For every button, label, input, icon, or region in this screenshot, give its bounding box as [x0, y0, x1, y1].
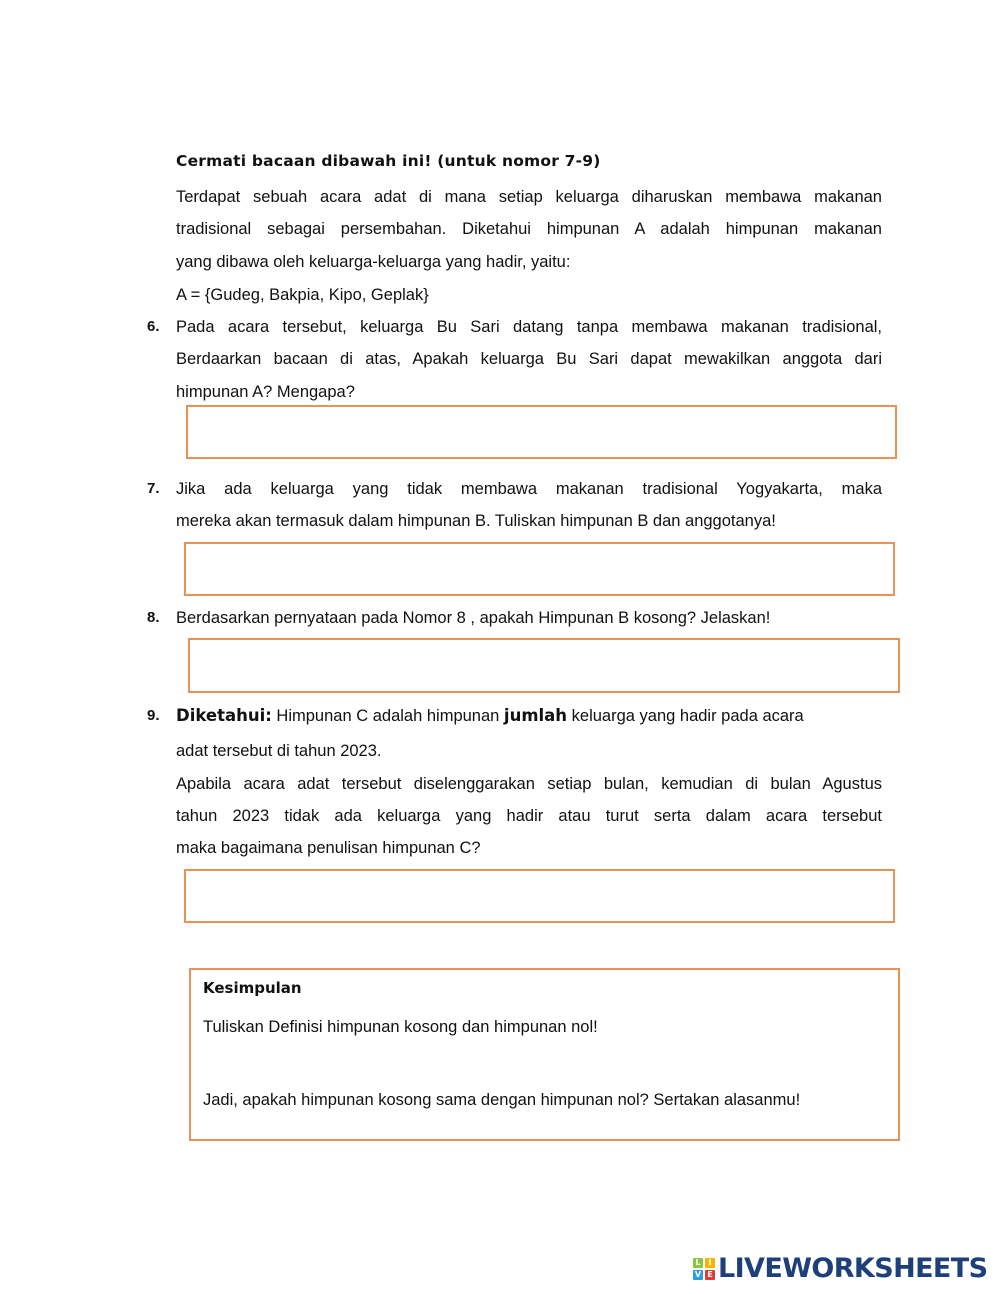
- known-label: Diketahui:: [176, 706, 272, 725]
- question-number: 8.: [147, 609, 160, 626]
- conclusion-title: Kesimpulan: [203, 979, 302, 997]
- question-7-line: mereka akan termasuk dalam himpunan B. Tuliskan himpunan B dan anggotanya!: [176, 512, 776, 530]
- logo-text: LIVEWORKSHEETS: [718, 1253, 988, 1284]
- set-a-definition: A = {Gudeg, Bakpia, Kipo, Geplak}: [176, 286, 429, 304]
- conclusion-box: [189, 968, 900, 1141]
- answer-input-9[interactable]: [186, 871, 893, 921]
- reading-line: yang dibawa oleh keluarga-keluarga yang hadir, yaitu:: [176, 253, 571, 271]
- answer-input-7[interactable]: [186, 544, 893, 594]
- question-9-line: tahun 2023 tidak ada keluarga yang hadir atau turut serta dalam acara tersebut: [176, 807, 882, 825]
- question-9-line: adat tersebut di tahun 2023.: [176, 742, 382, 760]
- question-6-line: Berdaarkan bacaan di atas, Apakah keluarga Bu Sari dapat mewakilkan anggota dari: [176, 350, 882, 368]
- reading-line: Terdapat sebuah acara adat di mana setiap keluarga diharuskan membawa makanan: [176, 188, 882, 206]
- conclusion-prompt-definition: Tuliskan Definisi himpunan kosong dan himpunan nol!: [203, 1018, 598, 1036]
- answer-box-6[interactable]: [186, 405, 897, 459]
- liveworksheets-logo: [693, 1253, 988, 1284]
- conclusion-prompt-comparison: Jadi, apakah himpunan kosong sama dengan himpunan nol? Sertakan alasanmu!: [203, 1091, 801, 1109]
- question-number: 7.: [147, 480, 160, 497]
- question-9-line: maka bagaimana penulisan himpunan C?: [176, 839, 481, 857]
- answer-box-7[interactable]: [184, 542, 895, 596]
- question-number: 6.: [147, 318, 160, 335]
- question-6-line: himpunan A? Mengapa?: [176, 383, 355, 401]
- answer-input-6[interactable]: [188, 407, 895, 457]
- question-8-line: Berdasarkan pernyataan pada Nomor 8 , apakah Himpunan B kosong? Jelaskan!: [176, 609, 771, 627]
- live-badge-icon: L I V E: [693, 1258, 715, 1280]
- answer-box-9[interactable]: [184, 869, 895, 923]
- answer-input-8[interactable]: [190, 640, 898, 691]
- emphasis-jumlah: jumlah: [503, 706, 568, 725]
- question-9-line: Apabila acara adat tersebut diselenggarakan setiap bulan, kemudian di bulan Agustus: [176, 775, 882, 793]
- answer-box-8[interactable]: [188, 638, 900, 693]
- reading-line: tradisional sebagai persembahan. Diketahui himpunan A adalah himpunan makanan: [176, 220, 882, 238]
- reading-heading: Cermati bacaan dibawah ini! (untuk nomor 7-9): [176, 152, 601, 170]
- question-9-line: Diketahui: Himpunan C adalah himpunan jumlah keluarga yang hadir pada acara: [176, 706, 804, 725]
- question-number: 9.: [147, 707, 160, 724]
- question-6-line: Pada acara tersebut, keluarga Bu Sari datang tanpa membawa makanan tradisional,: [176, 318, 882, 336]
- question-7-line: Jika ada keluarga yang tidak membawa makanan tradisional Yogyakarta, maka: [176, 480, 882, 498]
